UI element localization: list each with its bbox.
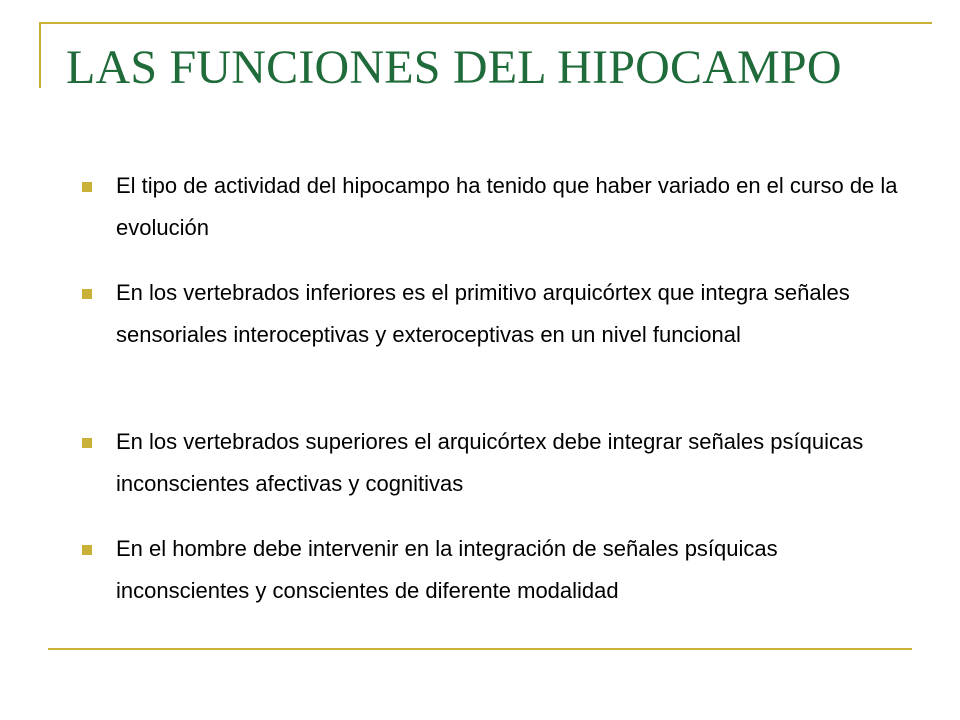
slide-title: LAS FUNCIONES DEL HIPOCAMPO: [66, 41, 842, 94]
square-bullet-icon: [82, 182, 92, 192]
frame-bottom-line: [48, 648, 912, 650]
frame-left-line: [39, 22, 41, 88]
bullet-text: El tipo de actividad del hipocampo ha tenido que haber variado en el curso de la evolución: [116, 173, 898, 240]
square-bullet-icon: [82, 545, 92, 555]
square-bullet-icon: [82, 438, 92, 448]
bullet-text: En los vertebrados superiores el arquicórtex debe integrar señales psíquicas inconscientes afectivas y cognitivas: [116, 429, 864, 496]
frame-top-line: [40, 22, 932, 24]
bullet-text: En el hombre debe intervenir en la integración de señales psíquicas inconscientes y conscientes de diferente modalidad: [116, 536, 778, 603]
bullet-text: En los vertebrados inferiores es el primitivo arquicórtex que integra señales sensoriales interoceptivas y exteroceptivas en un nivel funcional: [116, 280, 850, 347]
square-bullet-icon: [82, 289, 92, 299]
